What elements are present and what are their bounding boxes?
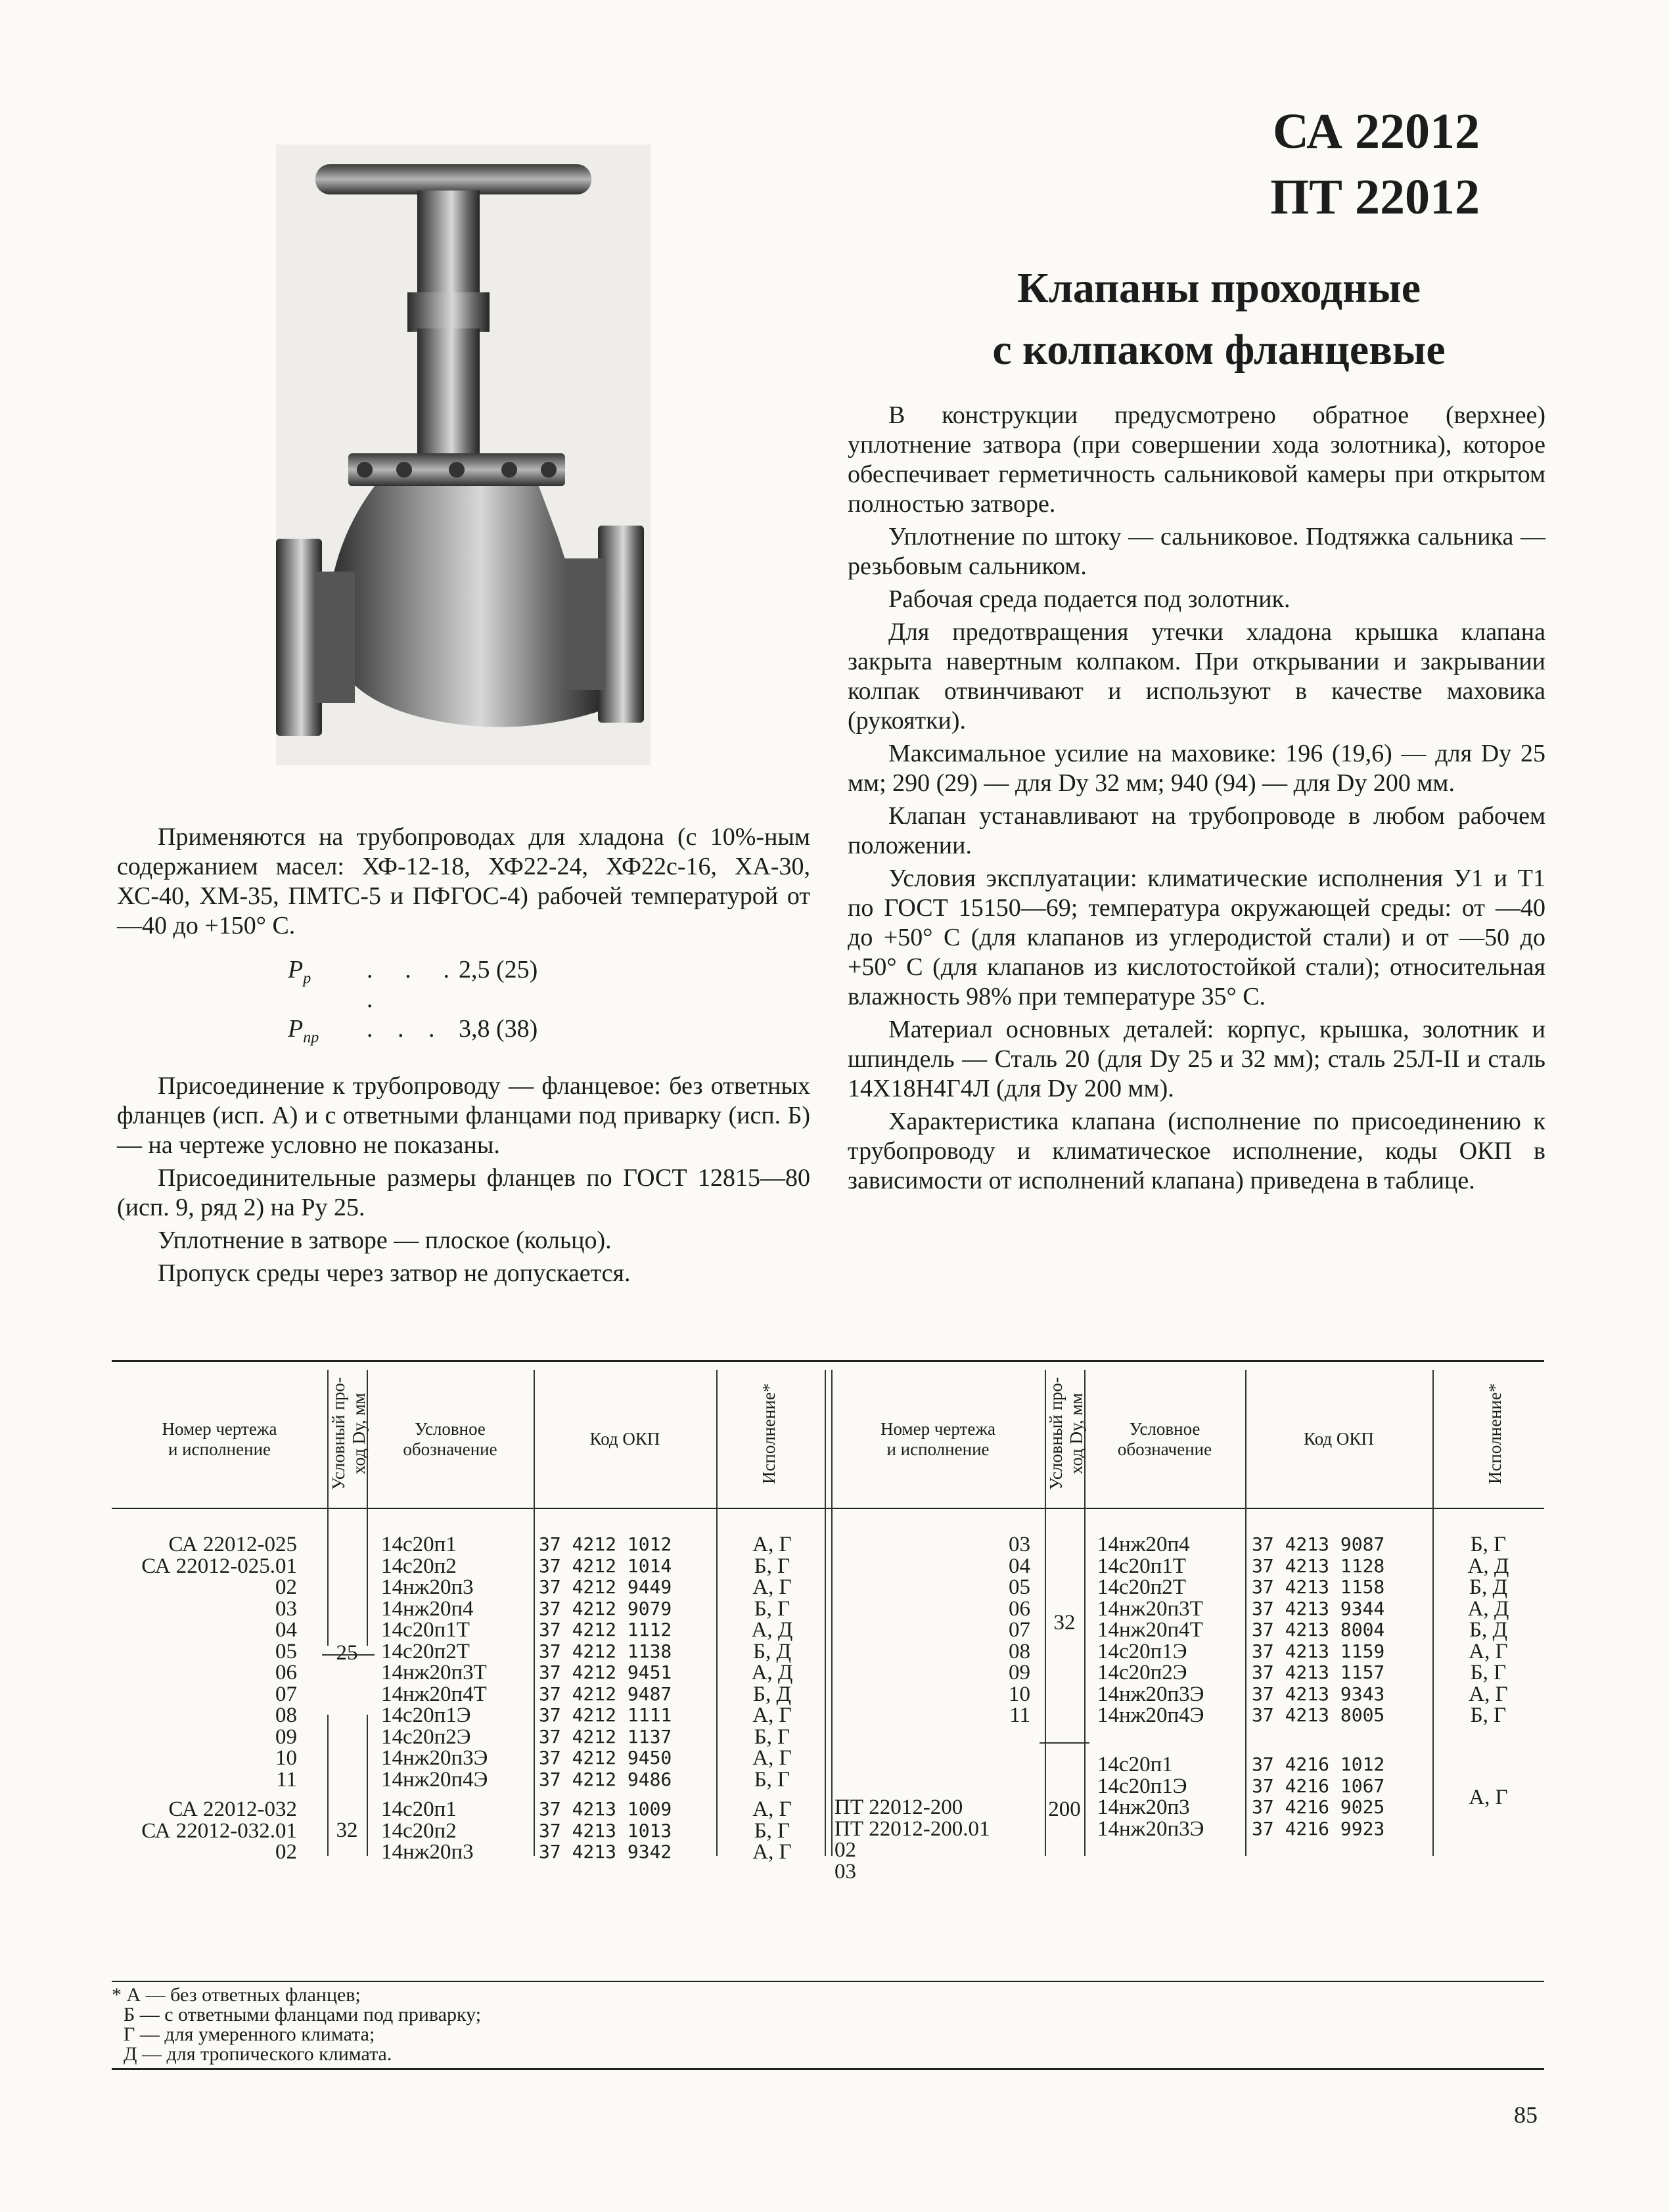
header-variant-right: Исполнение* bbox=[1485, 1383, 1505, 1485]
connection-paragraph: Присоединение к трубопроводу — фланцевое: без ответных фланцев (исп. А) и с ответными фланцами под приварку (исп. Б) — на чертеже условно не показаны. bbox=[117, 1072, 810, 1159]
cell-variant-left-1: А, Г Б, Г А, Г Б, Г А, Д Б, Д А, Д Б, Д А, Г Б, Г А, Г Б, Г bbox=[751, 1533, 793, 1792]
seal-paragraph: Уплотнение в затворе — плоское (кольцо). bbox=[158, 1226, 612, 1254]
table-footnote bbox=[112, 1985, 481, 2064]
medium-paragraph: Рабочая среда подается под золотник. bbox=[888, 585, 1291, 613]
cell-okp-left-1: 37 4212 1012 37 4212 1014 37 4212 9449 37 4212 9079 37 4212 1112 37 4212 1138 37 4212 9451 37 4212 9487 37 4212 1111 37 4212 1137 37 4212 9450 37 4212 9486 bbox=[539, 1533, 672, 1790]
cell-designation-left-2: 14с20п1 14с20п2 14нж20п3 bbox=[381, 1797, 474, 1864]
param-pr bbox=[288, 955, 810, 1014]
cell-dn-right-2: 200 bbox=[1048, 1797, 1081, 1821]
code-line-2: ПТ 22012 bbox=[1270, 169, 1480, 225]
cell-drawing-left-1: СА 22012-025 СА 22012-025.01 02 03 04 05 06 07 08 09 10 11 bbox=[141, 1533, 297, 1792]
characteristics-paragraph: Характеристика клапана (исполнение по присоединению к трубопроводу и климатическое исполнение, коды ОКП в зависимости от исполнений клапана) приведена в таблице. bbox=[848, 1108, 1545, 1194]
cell-okp-right-2: 37 4216 1012 37 4216 1067 37 4216 9025 37 4216 9923 bbox=[1252, 1753, 1385, 1840]
param-ppr-value: 3,8 (38) bbox=[459, 1015, 538, 1043]
table-bottom-rule bbox=[112, 1981, 1544, 1982]
header-okp-right: Код ОКП bbox=[1304, 1429, 1374, 1449]
flange-dims-paragraph: Присоединительные размеры фланцев по ГОСТ 12815—80 (исп. 9, ряд 2) на Pу 25. bbox=[117, 1163, 810, 1221]
footnote-line-2: Б — с ответными фланцами под приварку; bbox=[124, 2004, 482, 2025]
mounting-paragraph: Клапан устанавливают на трубопроводе в любом рабочем положении. bbox=[848, 802, 1545, 859]
table-header-rule bbox=[112, 1508, 1544, 1509]
param-ppr-dots: . . . bbox=[367, 1015, 444, 1043]
title-line-1: Клапаны проходные bbox=[1017, 264, 1421, 312]
pressure-params bbox=[288, 955, 810, 1053]
page-number: 85 bbox=[1514, 2102, 1538, 2128]
title-line-2: с колпаком фланцевые bbox=[992, 326, 1446, 374]
design-paragraph: В конструкции предусмотрено обратное (верхнее) уплотнение затвора (при совершении хода золотника), которое обеспечивает герметичность сальниковой камеры при открытом полностью затворе. bbox=[848, 401, 1545, 518]
header-okp-left: Код ОКП bbox=[589, 1429, 660, 1449]
valve-photo bbox=[276, 145, 651, 765]
cell-drawing-left-2: СА 22012-032 СА 22012-032.01 02 bbox=[141, 1797, 297, 1864]
cell-okp-right-1: 37 4213 9087 37 4213 1128 37 4213 1158 37 4213 9344 37 4213 8004 37 4213 1159 37 4213 1157 37 4213 9343 37 4213 8005 bbox=[1252, 1533, 1385, 1726]
cell-variant-right-2: А, Г bbox=[1469, 1786, 1508, 1809]
right-column bbox=[848, 401, 1545, 1196]
cell-okp-left-2: 37 4213 1009 37 4213 1013 37 4213 9342 bbox=[539, 1798, 672, 1862]
drawing-right-2-lines: ПТ 22012-200 ПТ 22012-200.01 02 03 bbox=[834, 1795, 990, 1884]
header-drawing-right: Номер чертежа и исполнение bbox=[880, 1419, 995, 1459]
document-code bbox=[1270, 99, 1480, 230]
param-pr-value: 2,5 (25) bbox=[459, 956, 538, 983]
force-paragraph: Максимальное усилие на маховике: 196 (19,6) — для Dу 25 мм; 290 (29) — для Dу 32 мм; 940 (94) — для Dу 200 мм. bbox=[848, 740, 1545, 797]
page-title bbox=[874, 258, 1564, 381]
cell-designation-right-1: 14нж20п4 14с20п1Т 14с20п2Т 14нж20п3Т 14нж20п4Т 14с20п1Э 14с20п2Э 14нж20п3Э 14нж20п4Э bbox=[1097, 1533, 1204, 1727]
param-ppr-label: $P_{пр}$ bbox=[288, 1015, 319, 1047]
header-dn-left: Условный про- ход Dу, мм bbox=[329, 1377, 369, 1491]
cell-variant-left-2: А, Г Б, Г А, Г bbox=[752, 1797, 792, 1864]
cell-dn-left-2: 32 bbox=[336, 1818, 358, 1842]
param-pr-dots: . . . . bbox=[367, 956, 459, 1013]
cell-drawing-right-1: 03 04 05 06 07 08 09 10 11 bbox=[1009, 1533, 1030, 1727]
table-top-rule bbox=[112, 1360, 1544, 1362]
operating-conditions-paragraph: Условия эксплуатации: климатические исполнения У1 и Т1 по ГОСТ 15150—69; температура окружающей среды: от —40 до +50° С (для клапанов из углеродистой стали) и от —50 до +50° С (для клапанов из кислотостойкой стали); относительная влажность 98% при температуре 35° С. bbox=[848, 865, 1545, 1010]
specification-table bbox=[112, 1360, 1544, 1964]
materials-paragraph: Материал основных деталей: корпус, крышка, золотник и шпиндель — Сталь 20 (для Dу 25 и 32 мм); сталь 25Л-II и сталь 14Х18Н4Г4Л (для Dу 200 мм). bbox=[848, 1016, 1545, 1102]
param-ppr bbox=[288, 1014, 810, 1053]
header-drawing-left: Номер чертежа и исполнение bbox=[162, 1419, 277, 1459]
cap-paragraph: Для предотвращения утечки хладона крышка клапана закрыта навертным колпаком. При открывании и закрывании колпак отвинчивают и используют в качестве маховика (рукоятки). bbox=[848, 618, 1545, 734]
header-dn-right: Условный про- ход Dу, мм bbox=[1046, 1377, 1086, 1491]
cell-dn-right-1: 32 bbox=[1053, 1611, 1076, 1635]
footnote-line-3: Г — для умеренного климата; bbox=[124, 2023, 375, 2045]
left-column bbox=[117, 823, 810, 1288]
page-bottom-rule bbox=[112, 2068, 1544, 2070]
header-designation-right: Условное обозначение bbox=[1117, 1419, 1212, 1459]
cell-designation-left-1: 14с20п1 14с20п2 14нж20п3 14нж20п4 14с20п1Т 14с20п2Т 14нж20п3Т 14нж20п4Т 14с20п1Э 14с20п2Э 14нж20п3Э 14нж20п4Э bbox=[381, 1533, 488, 1792]
stem-seal-paragraph: Уплотнение по штоку — сальниковое. Подтяжка сальника — резьбовым сальником. bbox=[848, 523, 1545, 580]
header-variant-left: Исполнение* bbox=[759, 1383, 779, 1485]
cell-drawing-right-2 bbox=[834, 1754, 1030, 1925]
application-paragraph: Применяются на трубопроводах для хладона (с 10%-ным содержанием масел: ХФ-12-18, ХФ22-24, ХФ22с-16, ХА-30, ХС-40, ХМ-35, ПМТС-5 и ПФГОС-4) рабочей температурой от —40 до +150° С. bbox=[117, 823, 810, 939]
footnote-line-4: Д — для тропического климата. bbox=[124, 2043, 392, 2065]
cell-variant-right-1: Б, Г А, Д Б, Д А, Д Б, Д А, Г Б, Г А, Г Б, Г bbox=[1467, 1533, 1509, 1727]
footnote-line-1: * А — без ответных фланцев; bbox=[112, 1984, 361, 2006]
leakage-paragraph: Пропуск среды через затвор не допускается. bbox=[158, 1259, 631, 1287]
code-line-1: СА 22012 bbox=[1273, 104, 1480, 159]
cell-dn-left-1: 25 bbox=[336, 1641, 358, 1665]
header-designation-left: Условное обозначение bbox=[403, 1419, 497, 1459]
param-pr-label: $P_р$ bbox=[288, 956, 311, 987]
cell-designation-right-2: 14с20п1 14с20п1Э 14нж20п3 14нж20п3Э bbox=[1097, 1753, 1204, 1841]
